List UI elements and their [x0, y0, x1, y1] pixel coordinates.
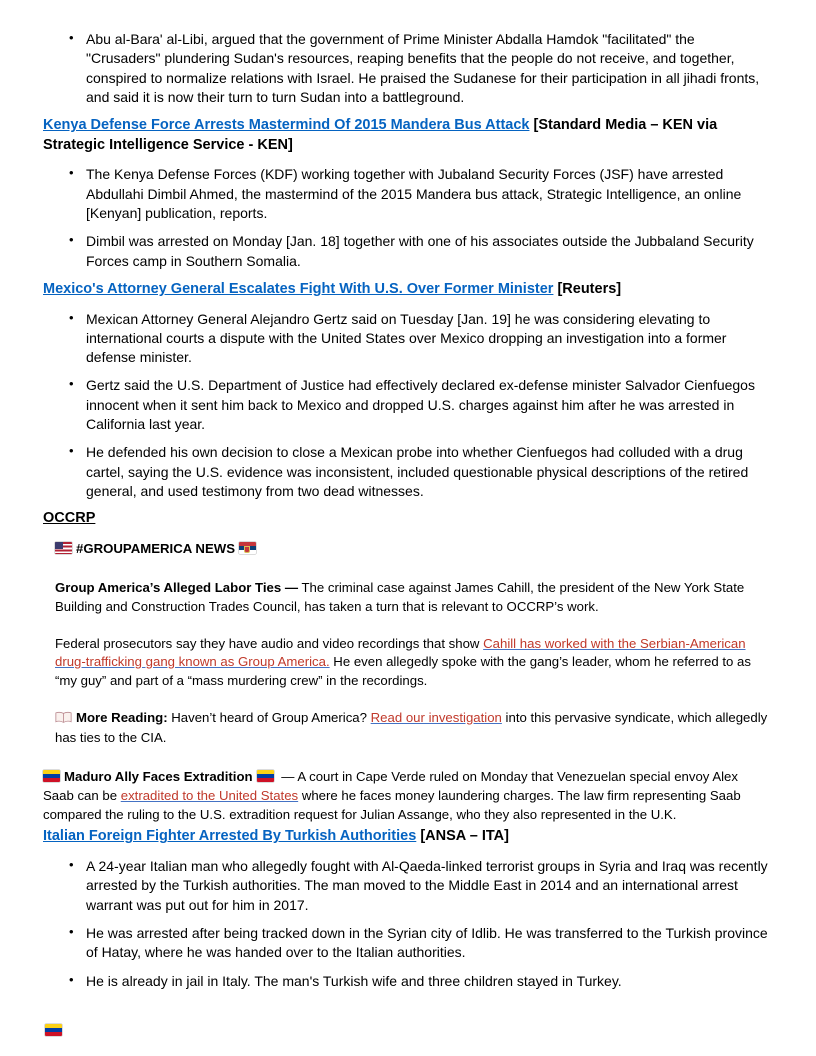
- headline-link-italy[interactable]: Italian Foreign Fighter Arrested By Turkish Authorities: [43, 828, 417, 845]
- venezuela-flag-icon: [45, 1024, 62, 1036]
- headline-kenya: [43, 116, 771, 155]
- maduro-lead: Maduro Ally Faces Extradition: [64, 769, 253, 785]
- bullet-text: The Kenya Defense Forces (KDF) working together with Jubaland Security Forces (JSF) have arrested Abdullahi Dimbil Ahmed, the mastermind of the 2015 Mandera bus attack, Strategic Intelligence, an online [Kenyan] publication, reports.: [86, 166, 742, 221]
- prosecutors-text-after: He even allegedly spoke with the gang’s leader, whom he referred to as “my guy” and part of a “mass murdering crew” in the recordings.: [55, 654, 751, 688]
- extradition-link[interactable]: extradited to the United States: [120, 787, 299, 803]
- headline-source-mexico: [Reuters]: [553, 280, 622, 297]
- prosecutors-paragraph: [55, 635, 771, 691]
- occrp-heading: [43, 510, 771, 526]
- bullet-item: [43, 232, 771, 271]
- more-reading-label: More Reading:: [76, 709, 168, 725]
- maduro-text-before: A court in Cape Verde ruled on Monday that Venezuelan special envoy Alex Saab can be: [43, 769, 738, 803]
- bullet-item: [43, 30, 771, 107]
- bullet-text: Dimbil was arrested on Monday [Jan. 18] together with one of his associates outside the Jubbaland Security Forces camp in Southern Somalia.: [86, 233, 754, 269]
- cahill-gang-link[interactable]: Cahill has worked with the Serbian-American drug-trafficking gang known as Group America.: [55, 635, 746, 670]
- headline-italy: [43, 827, 771, 847]
- sudan-bullet-list: [43, 30, 771, 107]
- us-flag-icon: [55, 542, 72, 554]
- bullet-item: [43, 972, 771, 991]
- italy-bullet-list: [43, 857, 771, 991]
- more-reading-paragraph: [55, 709, 771, 748]
- bullet-text: He defended his own decision to close a Mexican probe into whether Cienfuegos had colluded with a drug cartel, saying the U.S. evidence was inconsistent, included questionable physical descriptions of the retired general, and used testimony from two dead witnesses.: [86, 444, 749, 499]
- bullet-text: Gertz said the U.S. Department of Justice had effectively declared ex-defense minister Salvador Cienfuegos innocent when it sent him back to Mexico and dropped U.S. charges against him after he was arrested in California last year.: [86, 377, 755, 433]
- bullet-text: Mexican Attorney General Alejandro Gertz said on Tuesday [Jan. 19] he was considering elevating to international courts a dispute with the United States over Mexico dropping an investigation into a former defense minister.: [86, 310, 727, 366]
- prosecutors-text-before: Federal prosecutors say they have audio and video recordings that show: [55, 635, 484, 651]
- headline-link-kenya[interactable]: Kenya Defense Force Arrests Mastermind Of 2015 Mandera Bus Attack: [43, 117, 530, 134]
- open-book-icon: [55, 711, 72, 730]
- kenya-bullet-list: [43, 165, 771, 271]
- bullet-item: [43, 443, 771, 501]
- bullet-item: [43, 924, 771, 963]
- bullet-item: [43, 857, 771, 915]
- headline-source-kenya: [Standard Media – KEN via Strategic Intelligence Service - KEN]: [43, 117, 718, 153]
- maduro-dash: —: [277, 769, 298, 785]
- bullet-text: He was arrested after being tracked down in the Syrian city of Idlib. He was transferred to the Turkish province of Hatay, where he was handed over to the Italian authorities.: [86, 924, 768, 961]
- bullet-item: [43, 376, 771, 434]
- groupamerica-news-banner: [55, 540, 771, 559]
- occrp-newsletter-block: [55, 540, 771, 748]
- occrp-heading-text: OCCRP: [43, 510, 96, 527]
- bullet-text: A 24-year Italian man who allegedly fought with Al-Qaeda-linked terrorist groups in Syria and Iraq was recently arrested by the Turkish authorities. The man moved to the Middle East in 2014 and an international arrest warrant was put out for him in 2017.: [86, 857, 768, 913]
- bullet-item: [43, 165, 771, 223]
- bullet-item: [43, 310, 771, 368]
- headline-source-italy: [ANSA – ITA]: [416, 828, 509, 845]
- bullet-text: He is already in jail in Italy. The man's Turkish wife and three children stayed in Turkey.: [86, 972, 622, 989]
- headline-link-mexico[interactable]: Mexico's Attorney General Escalates Fight With U.S. Over Former Minister: [43, 280, 554, 297]
- more-reading-after: into this pervasive syndicate, which allegedly has ties to the CIA.: [55, 709, 768, 746]
- more-reading-before: Haven’t heard of Group America?: [167, 709, 371, 725]
- labor-ties-text: The criminal case against James Cahill, the president of the New York State Building and Construction Trades Council, has taken a turn that is relevant to OCCRP’s work.: [55, 580, 745, 614]
- mexico-bullet-list: [43, 310, 771, 502]
- read-investigation-link[interactable]: Read our investigation: [370, 709, 502, 725]
- maduro-text-after: where he faces money laundering charges. The law firm representing Saab compared the ruling to the U.S. extradition request for Julian Assange, who they also represented in the U.K.: [43, 787, 741, 822]
- serbia-flag-icon: [239, 542, 256, 554]
- headline-mexico: [43, 280, 771, 300]
- labor-ties-lead: Group America’s Alleged Labor Ties —: [55, 580, 299, 596]
- bullet-text: Abu al-Bara' al-Libi, argued that the government of Prime Minister Abdalla Hamdok "facilitated" the "Crusaders" plundering Sudan's resources, reaping benefits that the people do not receive, and together, conspired to normalize relations with Israel. He praised the Sudanese for their participation in all jihadi fronts, and said it is now their turn to turn Sudan into a battleground.: [86, 31, 760, 105]
- venezuela-flag-icon: [43, 770, 60, 782]
- maduro-paragraph: [43, 768, 771, 824]
- venezuela-flag-icon: [257, 770, 274, 782]
- labor-ties-paragraph: [55, 579, 771, 616]
- groupamerica-news-title: #GROUPAMERICA NEWS: [76, 541, 235, 557]
